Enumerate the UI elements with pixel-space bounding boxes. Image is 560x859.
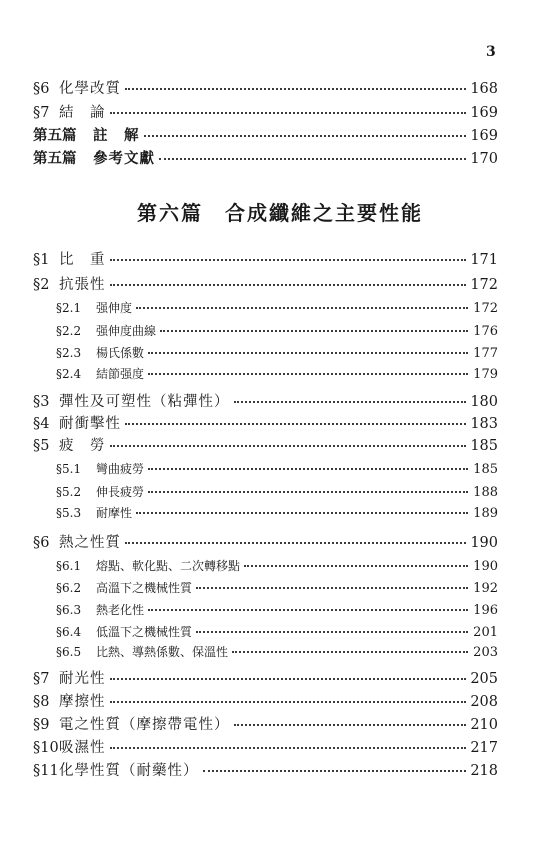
dot-leader: [148, 373, 468, 375]
toc-entry-number: §7: [33, 105, 50, 121]
dot-leader: [196, 631, 468, 633]
toc-entry-number: §9: [33, 717, 50, 733]
toc-entry-title: 比 重: [59, 252, 106, 268]
toc-entry: [33, 690, 498, 711]
toc-subentry: [56, 504, 498, 521]
toc-entry-number: §5.3: [56, 506, 82, 520]
toc-entry-title: 耐光性: [59, 671, 106, 687]
toc-entry: [33, 273, 498, 294]
dot-leader: [125, 542, 466, 544]
toc-entry: [33, 667, 498, 688]
toc-entry-title: 比熱、導熱係數、保溫性: [96, 645, 229, 659]
toc-entry-number: §2.1: [56, 301, 82, 315]
dot-leader: [110, 701, 467, 703]
toc-entry: [33, 434, 498, 455]
toc-entry: [33, 101, 498, 122]
toc-entry-page: 176: [473, 324, 498, 339]
dot-leader: [203, 770, 467, 772]
toc-entry: [33, 147, 498, 168]
toc-entry-title: 註 解: [93, 127, 140, 144]
toc-entry-page: 217: [470, 740, 498, 756]
dot-leader: [136, 307, 468, 309]
toc-subentry: [56, 643, 498, 660]
toc-entry-page: 190: [470, 535, 498, 551]
toc-entry-title: 耐衝擊性: [59, 416, 121, 432]
toc-entry-page: 205: [470, 671, 498, 687]
toc-entry: [33, 77, 498, 98]
toc-entry-title: 參考文獻: [93, 150, 155, 167]
toc-entry-number: §1: [33, 252, 50, 268]
toc-subentry: [56, 483, 498, 500]
toc-subentry: [56, 299, 498, 316]
toc-entry: [33, 713, 498, 734]
dot-leader: [148, 491, 468, 493]
dot-leader: [136, 512, 468, 514]
toc-subentry: [56, 601, 498, 618]
toc-entry: [33, 124, 498, 145]
toc-subentry: [56, 365, 498, 382]
toc-entry-page: 185: [473, 462, 498, 477]
dot-leader: [125, 423, 466, 425]
page-number: 3: [486, 44, 496, 60]
toc-entry-title: 高溫下之機械性質: [96, 581, 193, 595]
toc-entry-title: 抗張性: [59, 277, 106, 293]
toc-entry-number: §2: [33, 277, 50, 293]
dot-leader: [148, 468, 468, 470]
toc-entry-number: §5.2: [56, 485, 82, 499]
dot-leader: [144, 135, 467, 137]
dot-leader: [234, 724, 467, 726]
dot-leader: [234, 401, 467, 403]
dot-leader: [125, 88, 466, 90]
toc-entry-page: 208: [470, 694, 498, 710]
toc-entry-page: 179: [473, 367, 498, 382]
toc-entry-page: 188: [473, 485, 498, 500]
toc-entry-page: 218: [470, 763, 498, 779]
toc-entry-number: §4: [33, 416, 50, 432]
toc-subentry: [56, 344, 498, 361]
toc-entry-page: 185: [470, 438, 498, 454]
toc-entry-number: §6: [33, 81, 50, 97]
toc-entry-title: 低溫下之機械性質: [96, 625, 193, 639]
toc-entry-title: 摩擦性: [59, 694, 106, 710]
toc-entry-number: §6.3: [56, 603, 82, 617]
toc-entry-page: 192: [473, 581, 498, 596]
toc-entry-number: §5.1: [56, 462, 82, 476]
dot-leader: [232, 651, 468, 653]
toc-entry: [33, 248, 498, 269]
toc-entry-number: 第五篇: [33, 127, 77, 144]
toc-entry-title: 化學性質（耐藥性）: [59, 763, 199, 779]
dot-leader: [160, 330, 468, 332]
dot-leader: [244, 565, 468, 567]
toc-subentry: [56, 322, 498, 339]
toc-entry-title: 吸濕性: [59, 740, 106, 756]
dot-leader: [110, 284, 467, 286]
dot-leader: [196, 587, 468, 589]
toc-entry-number: §8: [33, 694, 50, 710]
toc-entry-title: 熱之性質: [59, 535, 121, 551]
toc-entry-page: 168: [470, 81, 498, 97]
toc-entry: [33, 759, 498, 780]
dot-leader: [110, 112, 467, 114]
toc-entry-page: 196: [473, 603, 498, 618]
toc-entry-number: §6.4: [56, 625, 82, 639]
dot-leader: [159, 158, 466, 160]
toc-entry-page: 171: [470, 252, 498, 268]
toc-entry-title: 化學改質: [59, 81, 121, 97]
toc-entry-number: §6.1: [56, 559, 82, 573]
toc-entry-title: 疲 勞: [59, 438, 106, 454]
toc-entry-number: §6.2: [56, 581, 82, 595]
toc-subentry: [56, 557, 498, 574]
toc-entry-page: 190: [473, 559, 498, 574]
toc-entry-number: §7: [33, 671, 50, 687]
dot-leader: [110, 259, 467, 261]
toc-entry-title: 楊氏係數: [96, 346, 145, 360]
toc-entry-page: 172: [473, 301, 498, 316]
chapter-heading: 第六篇 合成纖維之主要性能: [137, 201, 423, 225]
toc-entry-title: 結節强度: [96, 367, 145, 381]
toc-entry-page: 183: [470, 416, 498, 432]
toc-entry-title: 熔點、軟化點、二次轉移點: [96, 559, 241, 573]
dot-leader: [110, 747, 467, 749]
toc-entry-number: §2.2: [56, 324, 82, 338]
toc-entry-number: 第五篇: [33, 150, 77, 167]
toc-entry-title: 强伸度: [96, 301, 133, 315]
toc-entry-number: §11: [33, 763, 59, 779]
dot-leader: [110, 445, 467, 447]
toc-subentry: [56, 623, 498, 640]
toc-entry-number: §2.4: [56, 367, 82, 381]
toc-entry-page: 180: [470, 394, 498, 410]
toc-entry: [33, 390, 498, 411]
toc-entry: [33, 531, 498, 552]
toc-entry-page: 172: [470, 277, 498, 293]
toc-entry-page: 201: [473, 625, 498, 640]
toc-entry-number: §6: [33, 535, 50, 551]
toc-entry-title: 强伸度曲線: [96, 324, 157, 338]
toc-entry-number: §2.3: [56, 346, 82, 360]
toc-entry-title: 伸長疲勞: [96, 485, 145, 499]
toc-entry: [33, 412, 498, 433]
toc-entry-title: 電之性質（摩擦帶電性）: [59, 717, 230, 733]
toc-subentry: [56, 460, 498, 477]
toc-entry-number: §5: [33, 438, 50, 454]
toc-entry-number: §6.5: [56, 645, 82, 659]
toc-entry-title: 彈性及可塑性（粘彈性）: [59, 394, 230, 410]
toc-entry-title: 彎曲疲勞: [96, 462, 145, 476]
toc-entry-page: 177: [473, 346, 498, 361]
toc-entry-page: 169: [470, 105, 498, 121]
toc-entry: [33, 736, 498, 757]
toc-subentry: [56, 579, 498, 596]
toc-entry-title: 結 論: [59, 105, 106, 121]
toc-entry-number: §10: [33, 740, 59, 756]
toc-entry-page: 189: [473, 506, 498, 521]
toc-entry-title: 熱老化性: [96, 603, 145, 617]
toc-entry-page: 203: [473, 645, 498, 660]
toc-entry-page: 210: [470, 717, 498, 733]
dot-leader: [148, 609, 468, 611]
dot-leader: [148, 352, 468, 354]
dot-leader: [110, 678, 467, 680]
toc-entry-number: §3: [33, 394, 50, 410]
toc-entry-page: 169: [470, 128, 498, 144]
toc-entry-page: 170: [470, 151, 498, 167]
toc-entry-title: 耐摩性: [96, 506, 133, 520]
